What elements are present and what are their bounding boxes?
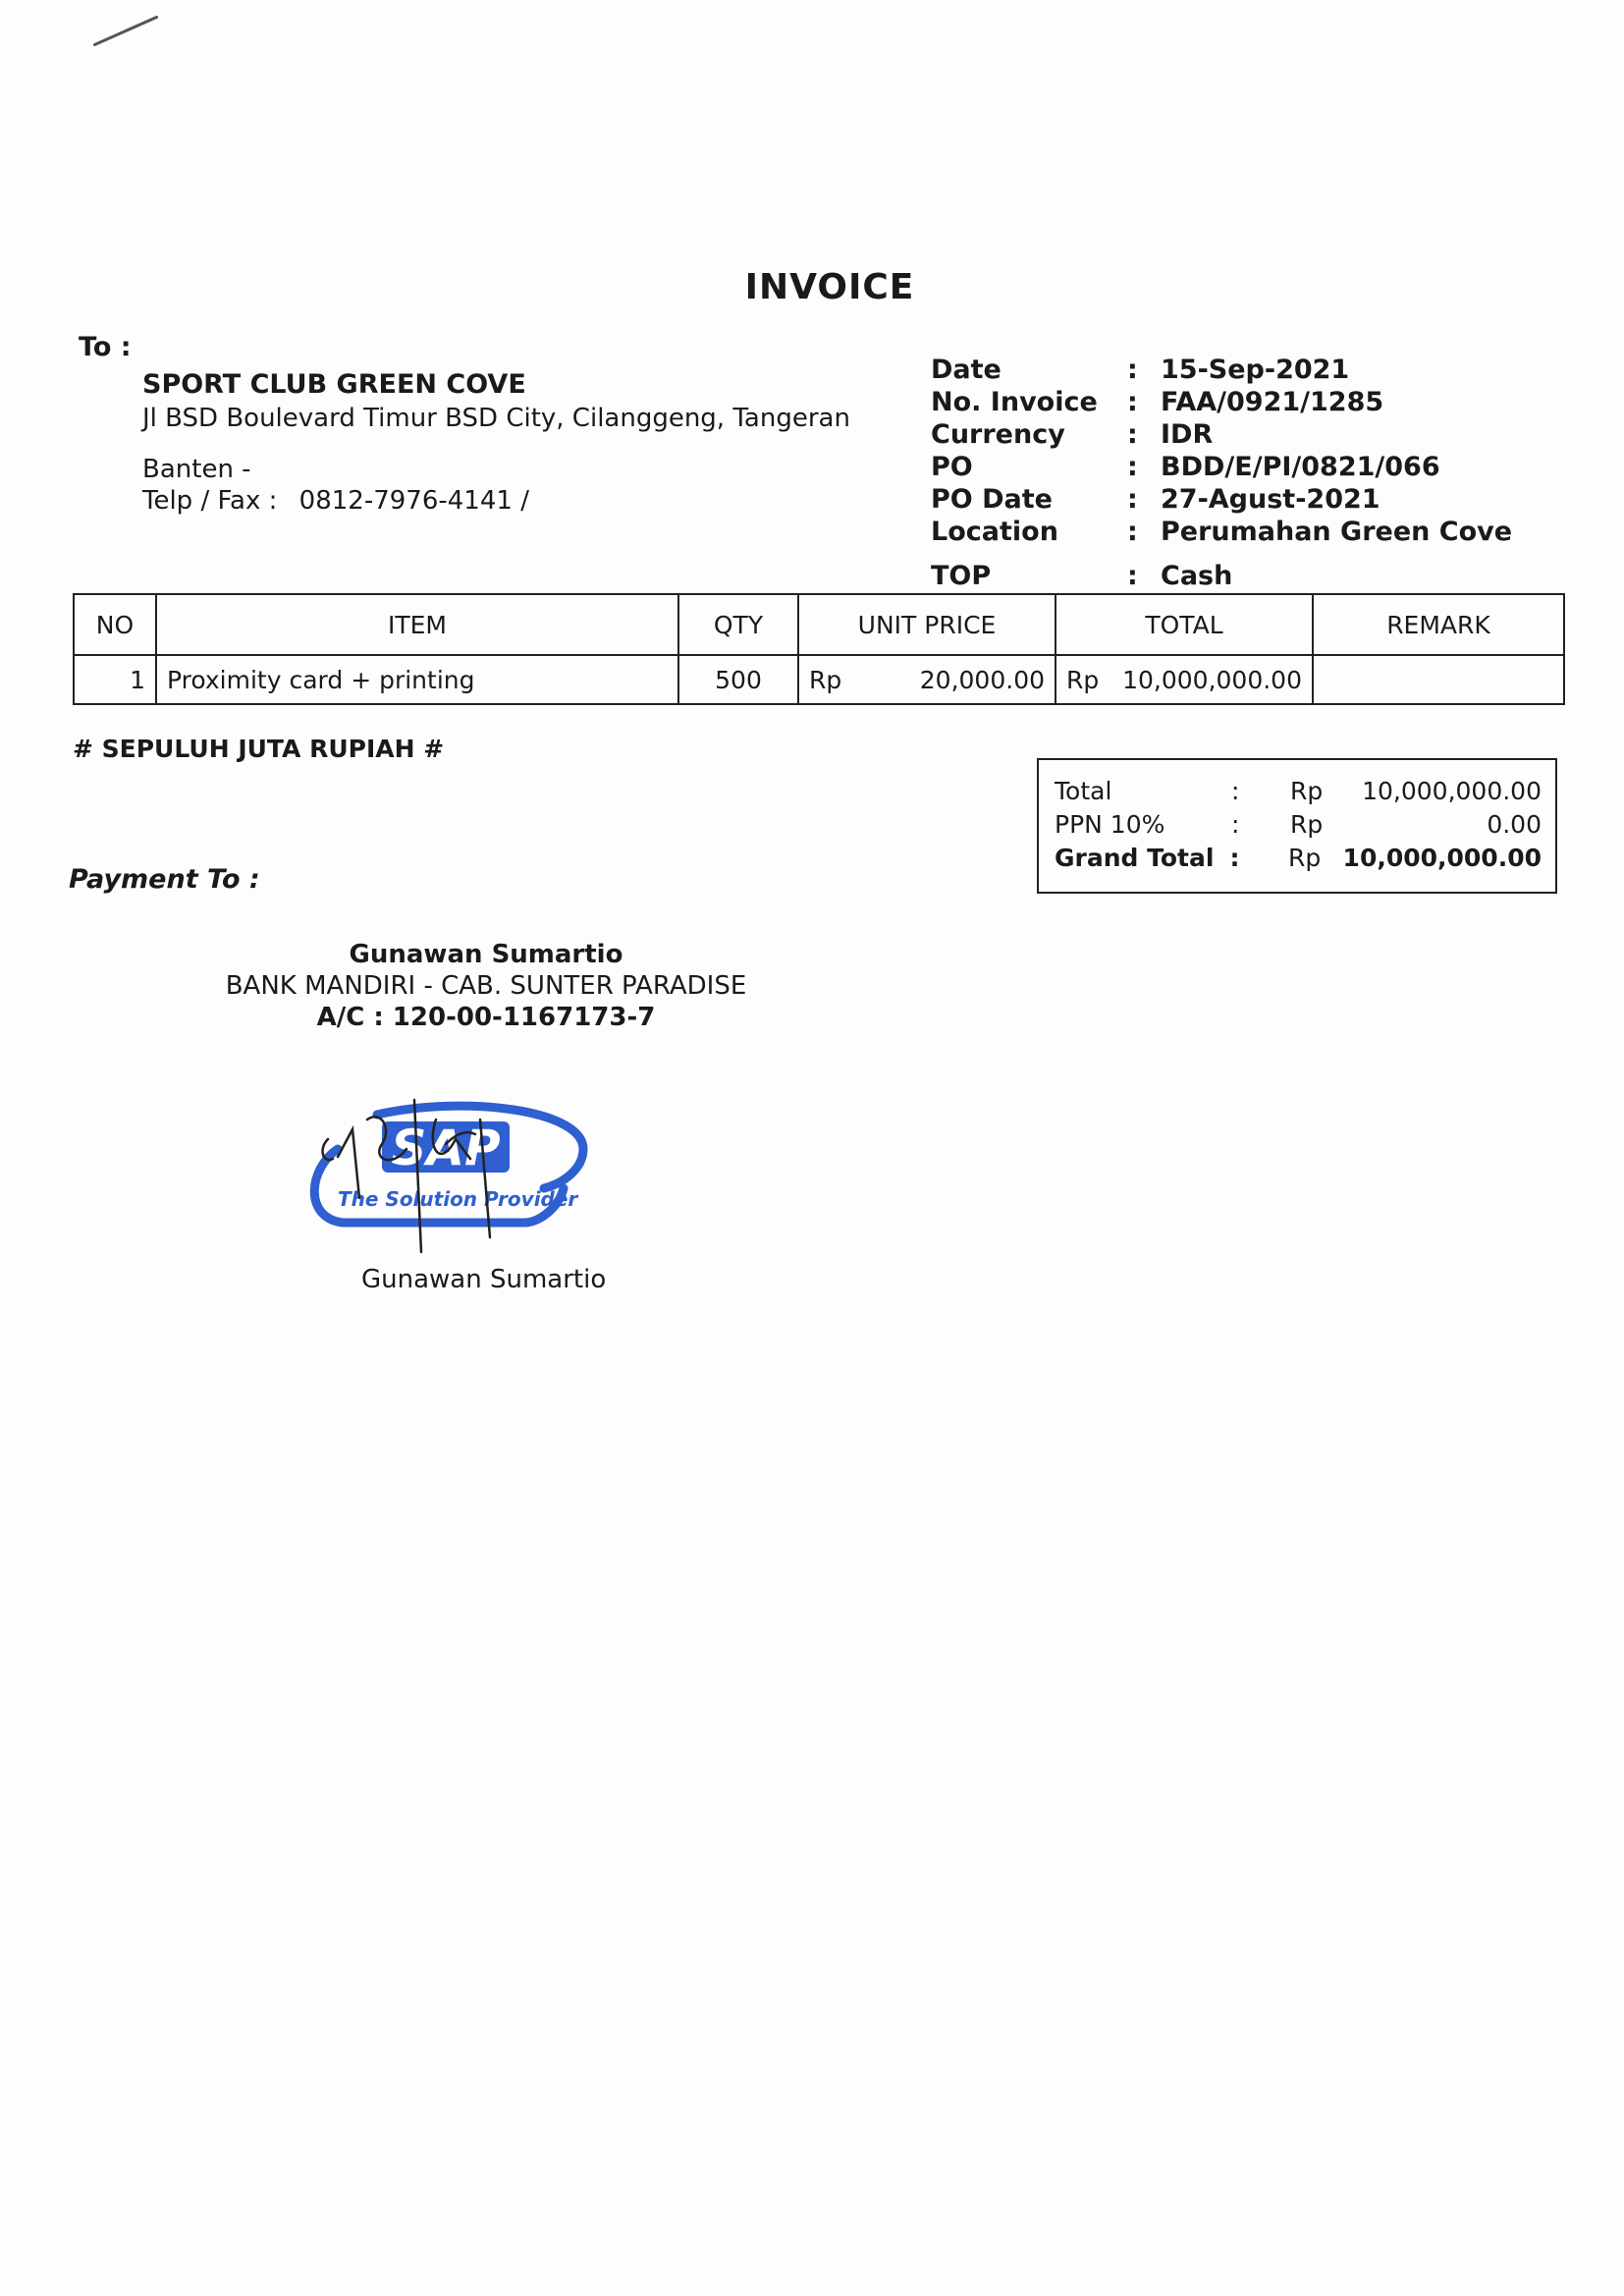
customer-name: SPORT CLUB GREEN COVE [142, 369, 526, 400]
totals-currency: Rp [1290, 776, 1324, 805]
meta-row-po [931, 451, 1512, 483]
totals-colon: : [1231, 809, 1240, 839]
pen-mark [93, 15, 159, 46]
meta-colon: : [1127, 387, 1138, 417]
table-row [74, 655, 1564, 704]
signatory-name: Gunawan Sumartio [361, 1265, 607, 1294]
totals-colon: : [1231, 776, 1240, 805]
header-remark: REMARK [1313, 594, 1564, 655]
meta-row-po-date [931, 483, 1512, 516]
items-table [73, 593, 1565, 705]
cell-item: Proximity card + printing [156, 655, 678, 704]
meta-colon: : [1127, 355, 1138, 385]
meta-label: PO [931, 452, 973, 482]
meta-row-top [931, 560, 1512, 592]
meta-colon: : [1127, 484, 1138, 515]
payee-account: A/C : 120-00-1167173-7 [316, 1003, 656, 1032]
totals-box [1037, 758, 1557, 894]
meta-value: 15-Sep-2021 [1161, 355, 1350, 385]
company-stamp [298, 1090, 593, 1261]
customer-address-line2: Banten - [142, 455, 251, 484]
stamp-tagline: The Solution Provider [338, 1187, 578, 1211]
meta-value: IDR [1161, 419, 1214, 450]
cell-total [1056, 655, 1313, 704]
totals-row-ppn [1055, 807, 1542, 841]
totals-currency: Rp [1290, 809, 1324, 839]
meta-colon: : [1127, 452, 1138, 482]
table-header-row [74, 594, 1564, 655]
cell-qty: 500 [678, 655, 798, 704]
customer-phone [142, 486, 850, 516]
meta-label: PO Date [931, 484, 1053, 515]
payee-bank: BANK MANDIRI - CAB. SUNTER PARADISE [225, 971, 747, 1001]
customer-phone-label: Telp / Fax : [142, 486, 278, 516]
meta-label: No. Invoice [931, 387, 1098, 417]
cell-no: 1 [74, 655, 156, 704]
meta-label: TOP [931, 561, 992, 591]
invoice-meta [931, 354, 1512, 592]
meta-value: 27-Agust-2021 [1161, 484, 1380, 515]
header-qty: QTY [678, 594, 798, 655]
meta-value: BDD/E/PI/0821/066 [1161, 452, 1440, 482]
customer-phone-value: 0812-7976-4141 / [298, 486, 529, 516]
meta-value: Cash [1161, 561, 1233, 591]
meta-colon: : [1127, 561, 1138, 591]
totals-row-total [1055, 774, 1542, 807]
payee-block [196, 939, 776, 1033]
totals-value: 10,000,000.00 [1342, 843, 1542, 872]
totals-currency: Rp [1288, 843, 1322, 872]
amount-in-words: # SEPULUH JUTA RUPIAH # [73, 735, 445, 763]
customer-block [142, 369, 850, 516]
totals-value: 10,000,000.00 [1362, 776, 1542, 805]
meta-value: FAA/0921/1285 [1161, 387, 1384, 417]
meta-label: Date [931, 355, 1001, 385]
totals-value: 0.00 [1487, 809, 1542, 839]
stamp-brand: SAP [391, 1120, 501, 1176]
header-unit-price: UNIT PRICE [798, 594, 1056, 655]
unit-price-value: 20,000.00 [919, 665, 1045, 694]
total-value: 10,000,000.00 [1122, 665, 1302, 694]
total-currency: Rp [1066, 665, 1100, 694]
meta-label: Currency [931, 419, 1065, 450]
cell-unit-price [798, 655, 1056, 704]
meta-value: Perumahan Green Cove [1161, 517, 1513, 547]
totals-label: Grand Total [1055, 843, 1215, 872]
totals-colon: : [1229, 843, 1240, 872]
meta-colon: : [1127, 517, 1138, 547]
payment-to-label: Payment To : [69, 864, 260, 895]
meta-row-currency [931, 418, 1512, 451]
payee-name: Gunawan Sumartio [349, 940, 623, 969]
header-item: ITEM [156, 594, 678, 655]
meta-colon: : [1127, 419, 1138, 450]
header-no: NO [74, 594, 156, 655]
totals-label: Total [1055, 776, 1112, 805]
to-label: To : [79, 332, 132, 362]
meta-label: Location [931, 517, 1058, 547]
meta-row-date [931, 354, 1512, 386]
customer-address-line1: Jl BSD Boulevard Timur BSD City, Cilanggeng, Tangeran [142, 404, 850, 433]
document-title: INVOICE [744, 267, 915, 307]
unit-price-currency: Rp [809, 665, 842, 694]
handwritten-signature [298, 1090, 593, 1257]
totals-label: PPN 10% [1055, 809, 1165, 839]
meta-row-invoice-no [931, 386, 1512, 418]
header-total: TOTAL [1056, 594, 1313, 655]
cell-remark [1313, 655, 1564, 704]
meta-row-location [931, 516, 1512, 548]
totals-row-grand-total [1055, 841, 1542, 874]
